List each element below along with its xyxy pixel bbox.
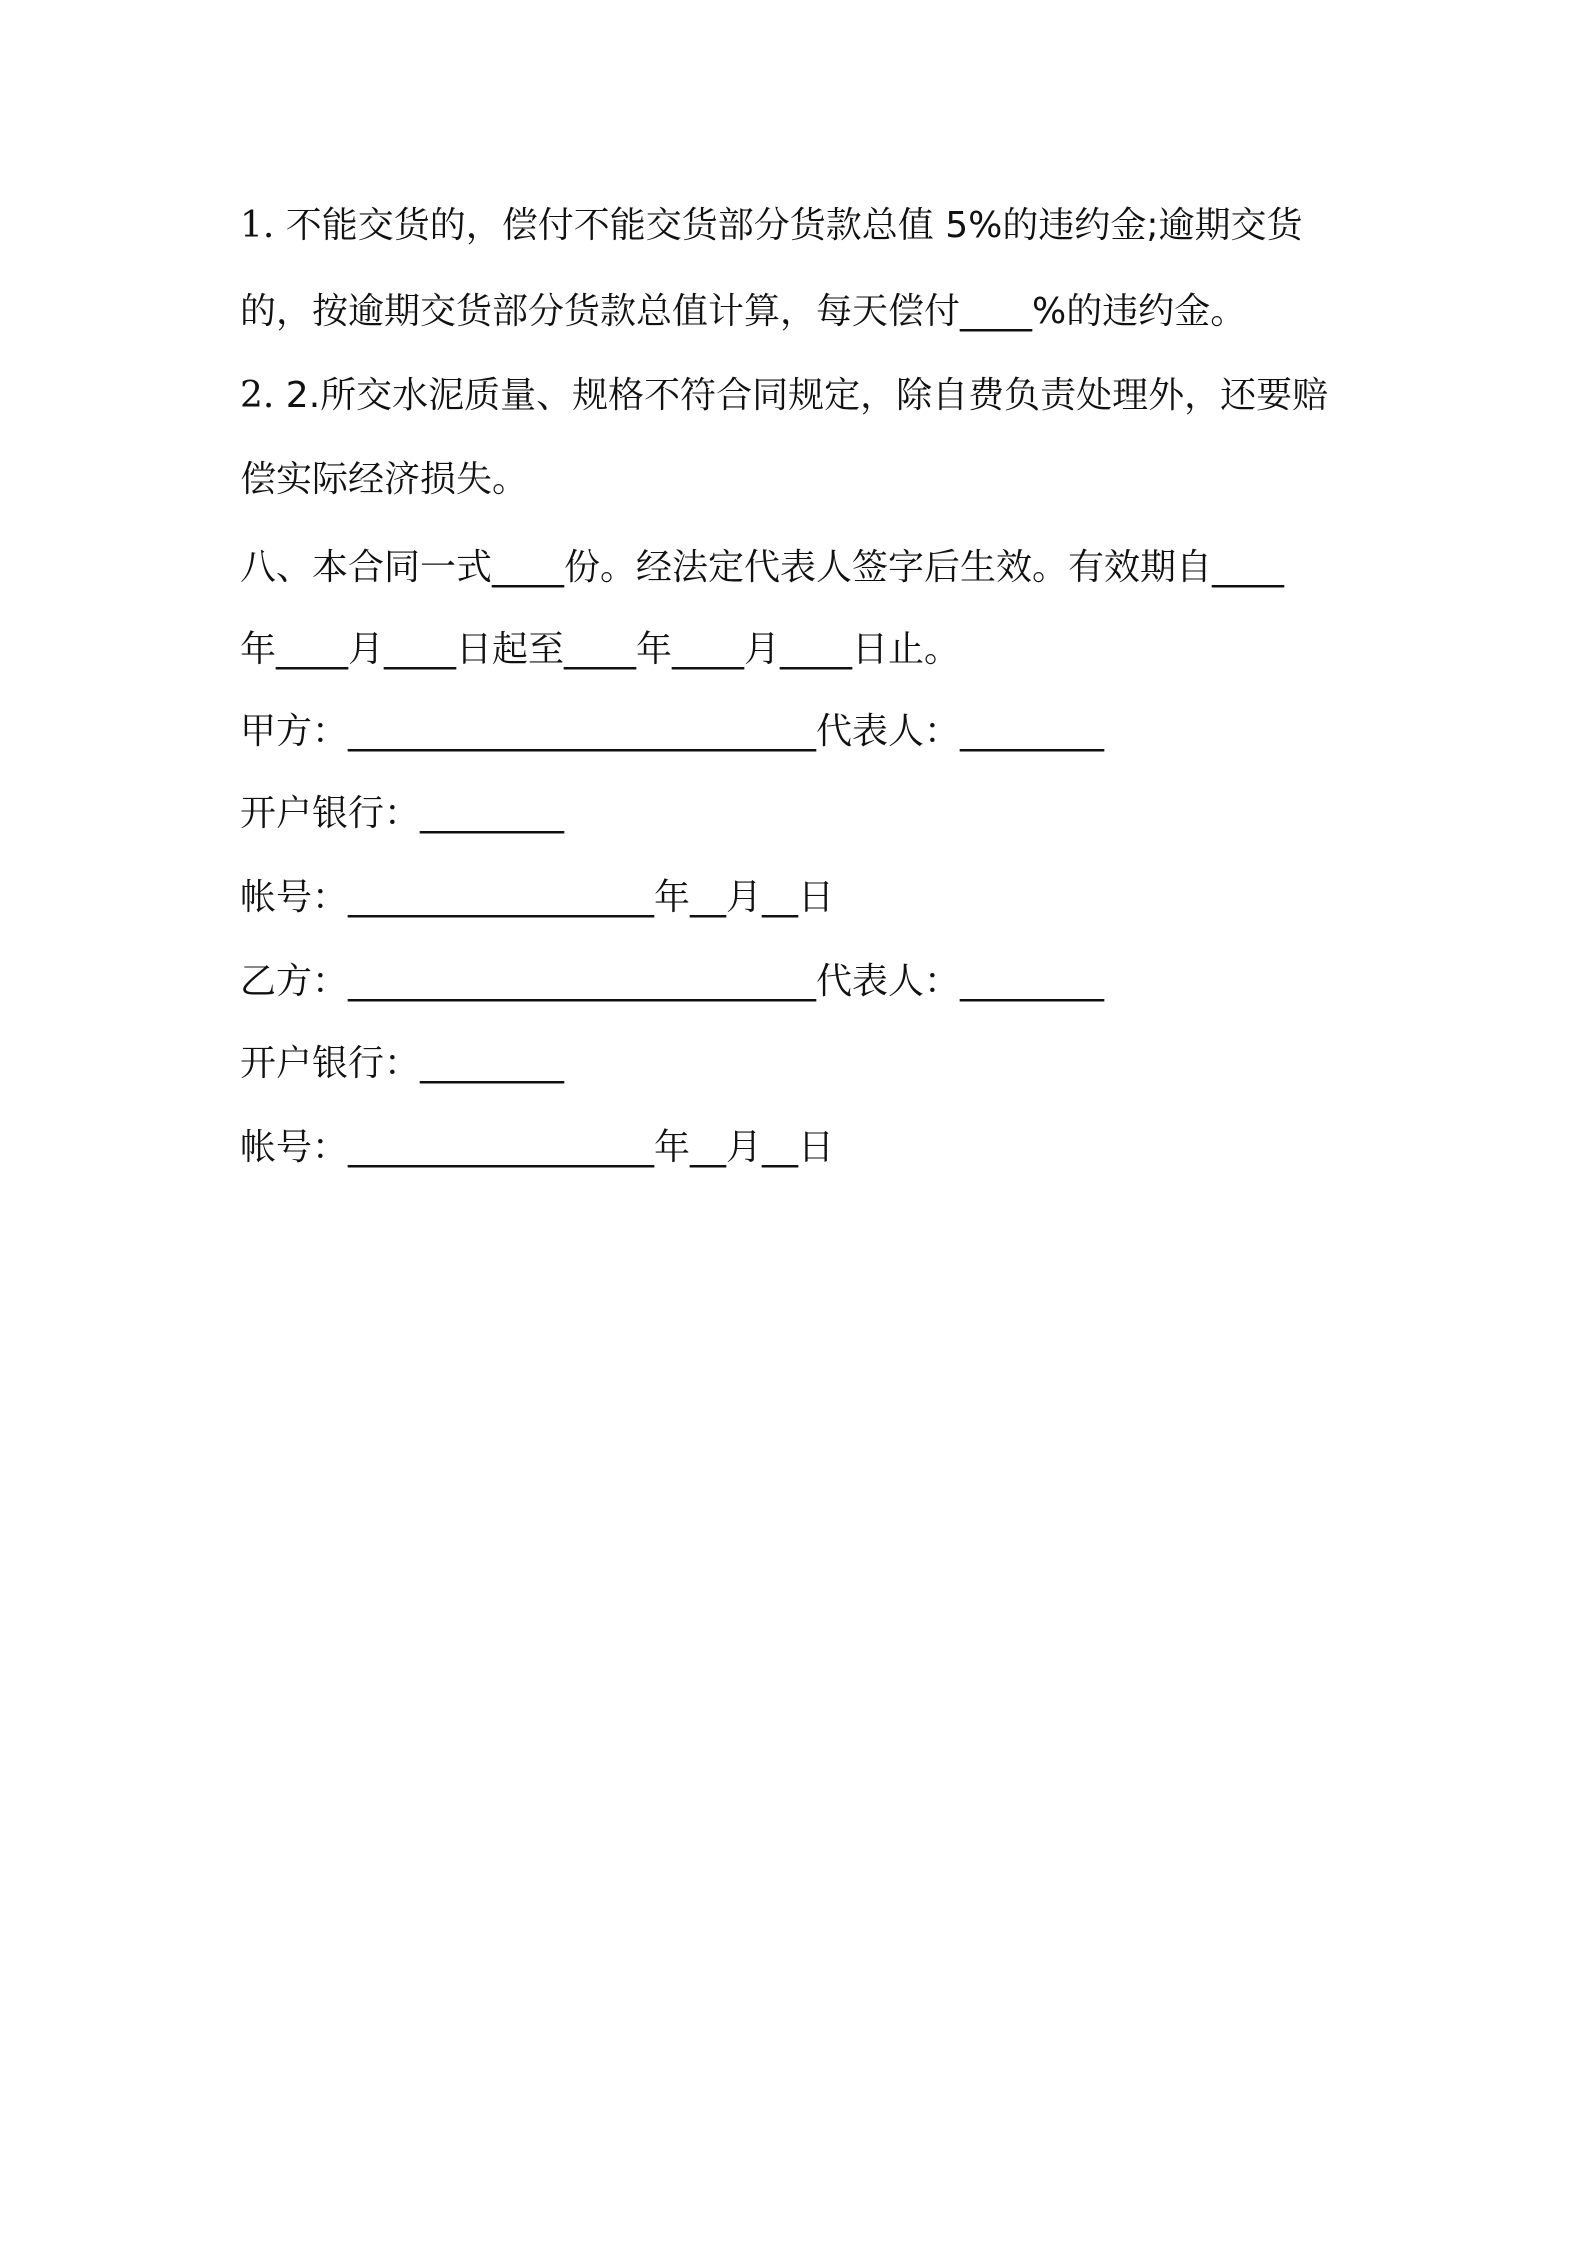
- clause-2-text-1: 2.所交水泥质量、规格不符合同规定，除自费负责处理外，还要赔: [274, 375, 1329, 416]
- clause-1-line-1: [240, 205, 1303, 246]
- party-a-account-line: 帐号：_________________年__月__日: [240, 877, 835, 918]
- clause-2-line-1: [240, 375, 1329, 416]
- party-a-bank-line: 开户银行：________: [240, 793, 565, 834]
- party-a-name-line: 甲方：__________________________代表人：________: [240, 711, 1105, 752]
- clause-1-text-1: 不能交货的，偿付不能交货部分货款总值 5%的违约金;逾期交货: [274, 205, 1303, 246]
- section-eight-line-2: 年____月____日起至____年____月____日止。: [240, 629, 961, 670]
- clause-2-line-2: 偿实际经济损失。: [240, 459, 529, 500]
- clause-1-line-2: 的，按逾期交货部分货款总值计算，每天偿付____%的违约金。: [240, 291, 1247, 332]
- party-b-name-line: 乙方：__________________________代表人：________: [240, 961, 1105, 1002]
- party-b-account-line: 帐号：_________________年__月__日: [240, 1127, 835, 1168]
- clause-1-number: 1.: [240, 205, 275, 246]
- section-eight-line-1: 八、本合同一式____份。经法定代表人签字后生效。有效期自____: [240, 547, 1285, 588]
- party-b-bank-line: 开户银行：________: [240, 1043, 565, 1084]
- clause-2-number: 2.: [240, 375, 275, 416]
